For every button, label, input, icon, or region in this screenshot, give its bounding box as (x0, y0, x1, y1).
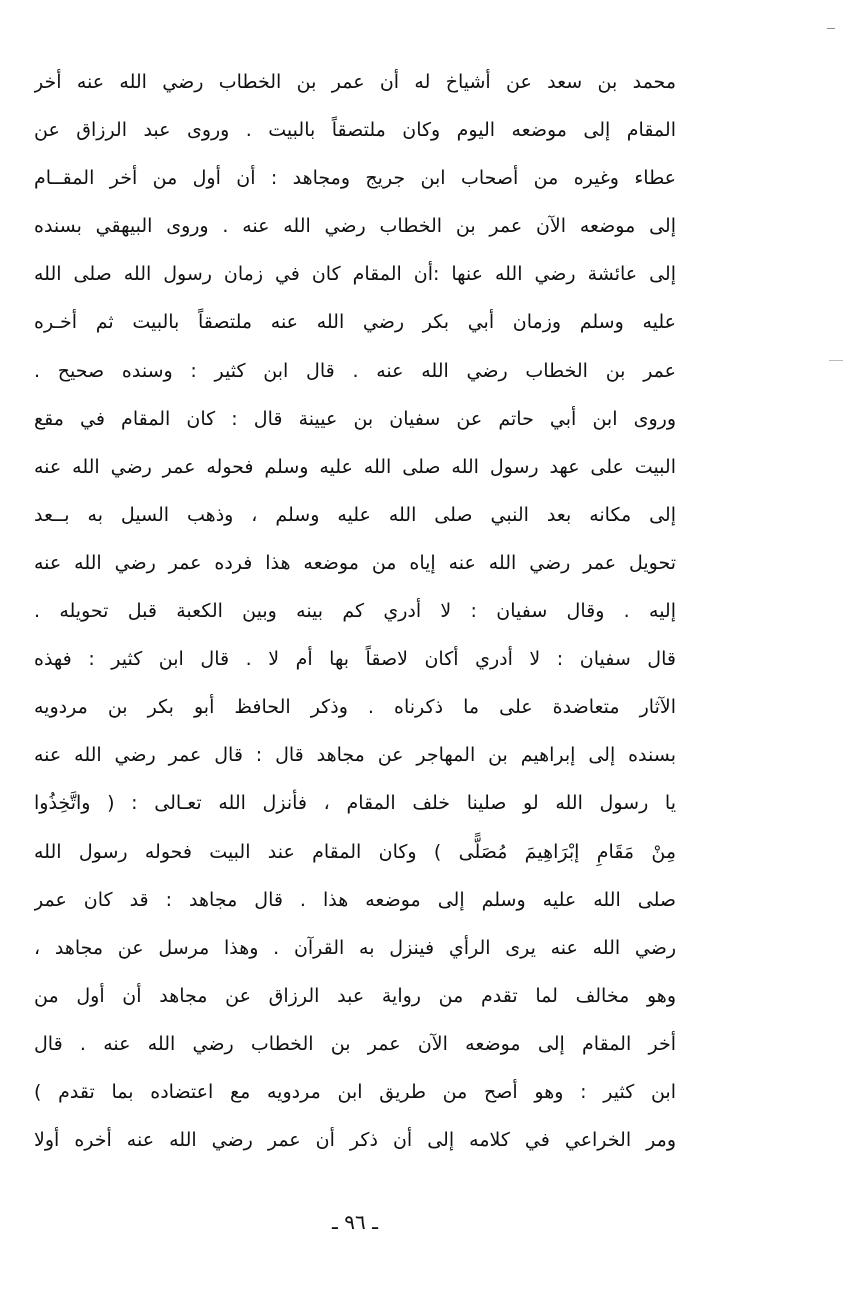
text-line: رضي الله عنه يرى الرأي فينزل به القرآن . وهذا مرسل عن مجاهد ، (34, 936, 676, 959)
text-line: وروى ابن أبي حاتم عن سفيان بن عيينة قال : كان المقام في مقع (34, 407, 676, 430)
text-line: محمد بن سعد عن أشياخ له أن عمر بن الخطاب رضي الله عنه أخر (34, 71, 676, 93)
text-line: إلى عائشة رضي الله عنها :أن المقام كان في زمان رسول الله صلى الله (34, 263, 676, 286)
text-line: مِنْ مَقَامِ إبْرَاهِيمَ مُصَلًّى ) وكان المقام عند البيت فحوله رسول الله (34, 840, 676, 863)
text-line: يا رسول الله لو صلينا خلف المقام ، فأنزل الله تعـالى : ( واتَّخِذُوا (34, 792, 676, 815)
text-line: الآثار متعاضدة على ما ذكرناه . وذكر الحافظ أبو بكر بن مردويه (34, 696, 676, 719)
text-line: عطاء وغيره من أصحاب ابن جريج ومجاهد : أن أول من أخر المقــام (34, 167, 676, 190)
text-line: عمر بن الخطاب رضي الله عنه . قال ابن كثير : وسنده صحيح . (34, 359, 676, 382)
text-line: إلى موضعه الآن عمر بن الخطاب رضي الله عنه . وروى البيهقي بسنده (34, 215, 676, 238)
text-line: صلى الله عليه وسلم إلى موضعه هذا . قال مجاهد : قد كان عمر (34, 888, 676, 911)
text-line: المقام إلى موضعه اليوم وكان ملتصقاً بالبيت . وروى عبد الرزاق عن (34, 119, 676, 142)
text-line: تحويل عمر رضي الله عنه إياه من موضعه هذا فرده عمر رضي الله عنه (34, 551, 676, 574)
margin-mark (829, 360, 843, 361)
text-line: أخر المقام إلى موضعه الآن عمر بن الخطاب رضي الله عنه . قال (34, 1032, 676, 1055)
text-line: قال سفيان : لا أدري أكان لاصقاً بها أم لا . قال ابن كثير : فهذه (34, 648, 676, 671)
text-line: عليه وسلم وزمان أبي بكر رضي الله عنه ملتصقاً بالبيت ثم أخـره (34, 311, 676, 334)
text-line: إليه . وقال سفيان : لا أدري كم بينه وبين الكعبة قبل تحويله . (34, 600, 676, 623)
body-text (34, 58, 676, 1164)
text-line: ومر الخراعي في كلامه إلى أن ذكر أن عمر رضي الله عنه أخره أولا (34, 1129, 676, 1152)
text-line: ابن كثير : وهو أصح من طريق ابن مردويه مع اعتضاده بما تقدم ) (34, 1080, 676, 1103)
text-line: بسنده إلى إبراهيم بن المهاجر عن مجاهد قال : قال عمر رضي الله عنه (34, 744, 676, 767)
text-line: إلى مكانه بعد النبي صلى الله عليه وسلم ، وذهب السيل به بــعد (34, 503, 676, 526)
text-line: البيت على عهد رسول الله صلى الله عليه وسلم فحوله عمر رضي الله عنه (34, 455, 676, 478)
margin-mark (827, 28, 835, 29)
page-number: ـ ٩٦ ـ (332, 1210, 378, 1234)
text-line: وهو مخالف لما تقدم من رواية عبد الرزاق عن مجاهد أن أول من (34, 984, 676, 1007)
